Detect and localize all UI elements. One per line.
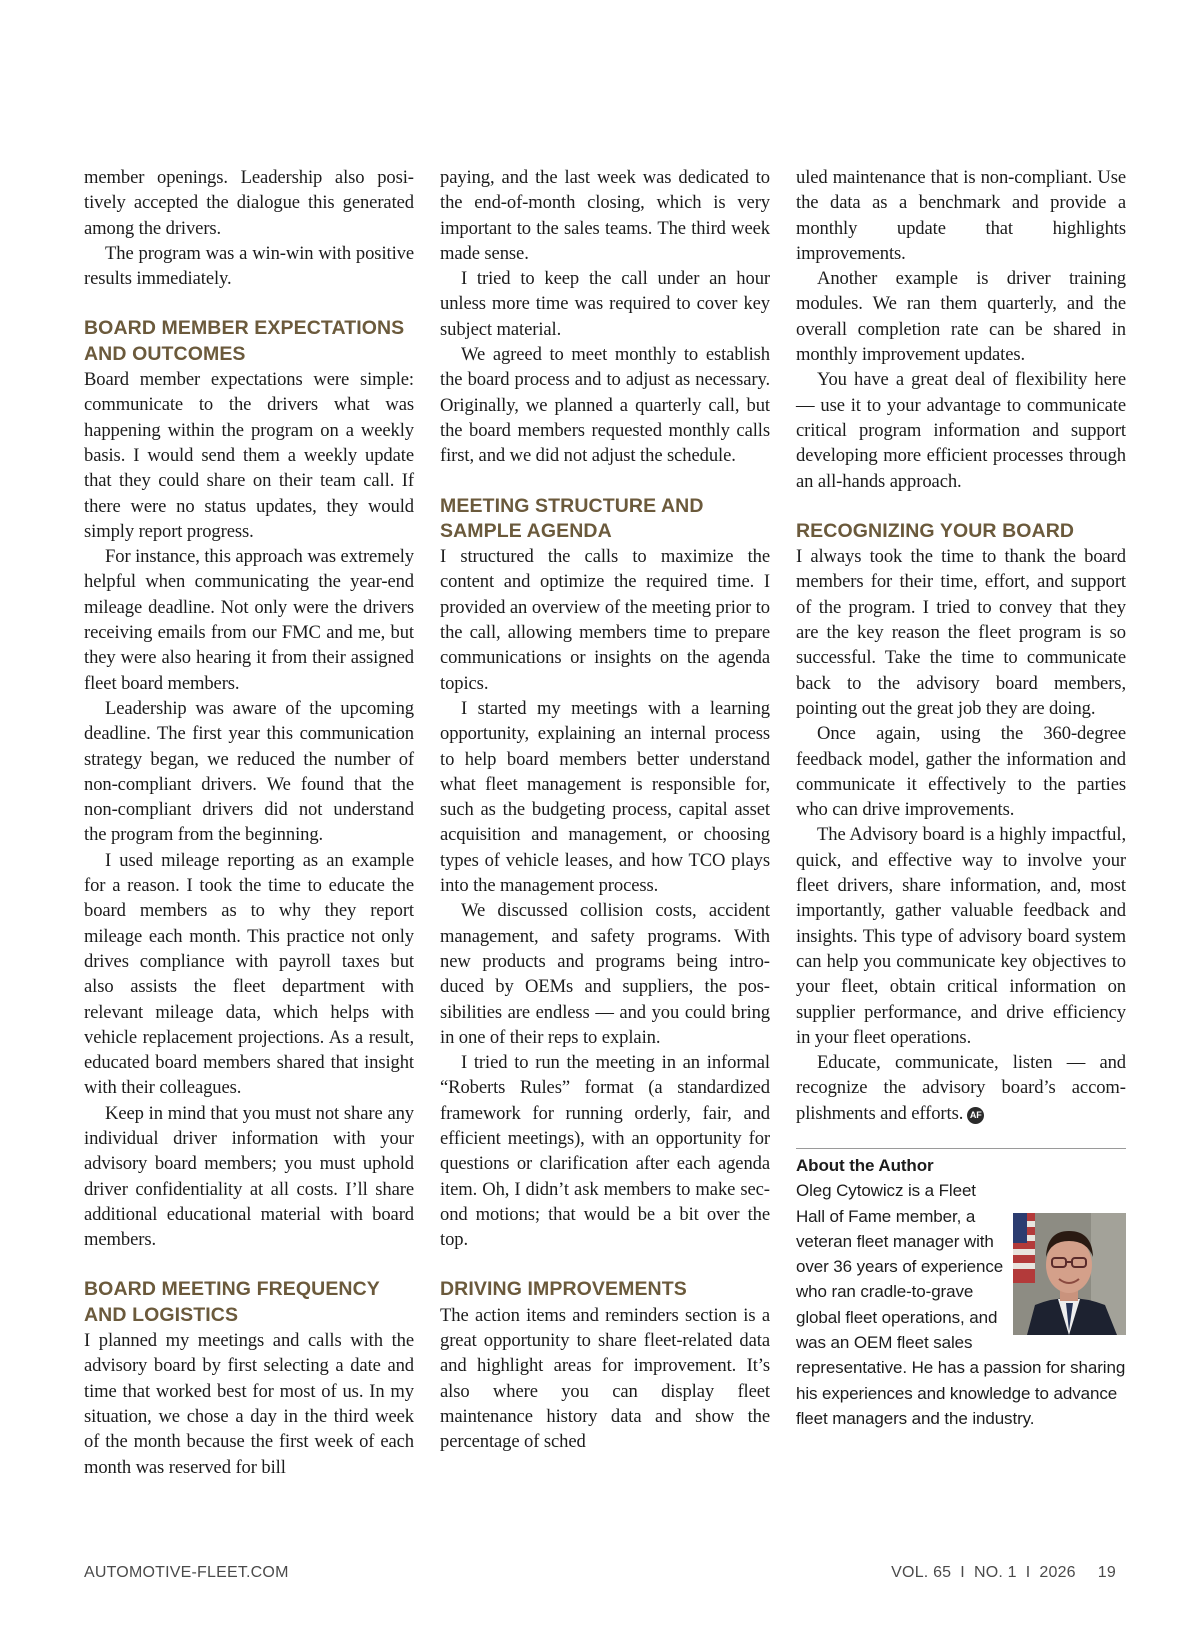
paragraph: Board member expectations were simple: communicate to the drivers what was happening within the program on a weekly basis. I would send them a weekly update that they could share on their team call. If there were no status updates, they would simply report progress. <box>84 369 414 542</box>
paragraph: member openings. Leadership also positively accepted the dialogue this generated among the drivers. <box>84 167 414 239</box>
footer-website: AUTOMOTIVE-FLEET.COM <box>84 1564 289 1581</box>
author-photo <box>1013 1213 1126 1335</box>
paragraph: I structured the calls to maximize the content and optimize the required time. I provided an overview of the meeting prior to the call, allowing members time to prepare communications or insights on the agenda topics. <box>440 546 770 694</box>
article-column-2 <box>440 165 770 1455</box>
paragraph <box>796 1050 1126 1126</box>
page-number: 19 <box>1097 1564 1116 1581</box>
about-the-author <box>796 1148 1126 1431</box>
paragraph: I used mileage reporting as an example for a reason. I took the time to educate the board members as to why they report mileage each month. This practice not only drives compliance with payroll taxes but also assists the fleet department with relevant mileage data, which helps with vehicle replacement projections. As a result, educated board members shared that insight with their colleagues. <box>84 849 414 1099</box>
paragraph: I planned my meetings and calls with the advisory board by first selecting a date and time that worked best for most of us. In my situation, we chose a day in the third week of the month because the first week of each month was reserved for bill <box>84 1330 414 1478</box>
paragraph: I started my meetings with a learning opportunity, explaining an internal process to help board members better understand what fleet management is responsible for, such as the budgeting process, capital asset acquisition and management, or choosing types of vehicle leases, and how TCO plays into the management process. <box>440 697 770 897</box>
section-heading: MEETING STRUCTURE AND SAMPLE AGENDA <box>440 494 704 542</box>
article-column-3 <box>796 165 1126 1431</box>
section-heading: BOARD MEMBER EXPECTATIONS AND OUTCOMES <box>84 317 405 365</box>
paragraph: I always took the time to thank the board members for their time, effort, and support of the program. I tried to convey that they are the key reason the fleet program is so successful. Take the time to communicate back to the advisory board members, pointing out the great job they are doing. <box>796 546 1126 719</box>
closing-paragraph-text: Educate, communicate, listen — and recognize the advisory board’s accomplishments and efforts. <box>796 1052 1126 1124</box>
footer-year: 2026 <box>1039 1564 1076 1581</box>
paragraph: You have a great deal of flexibility here — use it to your advantage to communicate critical program information and support developing more efficient processes through an all-hands approach. <box>796 369 1126 492</box>
footer-issue: NO. 1 <box>973 1564 1017 1581</box>
section-heading: RECOGNIZING YOUR BOARD <box>796 519 1075 542</box>
paragraph: We discussed collision costs, accident management, and safety programs. With new products and programs being introduced by OEMs and suppliers, the possibilities are endless — and you could bring in one of their reps to explain. <box>440 900 770 1048</box>
footer-separator: I <box>1025 1564 1031 1581</box>
paragraph: uled maintenance that is non-compliant. Use the data as a benchmark and provide a monthly update that highlights improvements. <box>796 167 1126 264</box>
author-box-title: About the Author <box>796 1155 934 1175</box>
author-bio: Oleg Cytowicz is a Fleet Hall of Fame member, a veteran fleet manager with over 36 years of experience who ran cradle-to-grave global fleet operations, and was an OEM fleet sales representative. He has a passion for sharing his experiences and knowledge to advance fleet managers and the industry. <box>796 1181 1126 1428</box>
paragraph: For instance, this approach was extremely helpful when communicating the year-end mileage deadline. Not only were the drivers receiving emails from our FMC and me, but they were also hearing it from their assigned fleet board members. <box>84 546 414 694</box>
section-heading: DRIVING IMPROVEMENTS <box>440 1278 687 1301</box>
footer-volume: VOL. 65 <box>891 1564 952 1581</box>
section-heading: BOARD MEETING FREQUENCY AND LOGISTICS <box>84 1278 380 1326</box>
paragraph: The Advisory board is a highly impactful, quick, and effective way to involve your fleet drivers, share information, and, most importantly, gather valuable feedback and insights. This type of advisory board system can help you communicate key objectives to your fleet, obtain critical information on supplier performance, and drive efficiency in your fleet operations. <box>796 824 1126 1048</box>
paragraph: Leadership was aware of the upcoming deadline. The first year this communication strategy began, we reduced the number of non-compliant drivers. We found that the non-compliant drivers did not understand the program from the beginning. <box>84 697 414 846</box>
author-portrait-image <box>1013 1213 1126 1335</box>
footer-issue-info <box>891 1564 1116 1582</box>
paragraph: I tried to run the meeting in an informal “Roberts Rules” format (a standardized framework for running orderly, fair, and efficient meetings), with an opportunity for questions or clarification after each agenda item. Oh, I didn’t ask members to make second motions; that would be a bit over the top. <box>440 1052 770 1251</box>
paragraph: Another example is driver training modules. We ran them quarterly, and the overall completion rate can be shared in monthly improvement updates. <box>796 268 1126 366</box>
paragraph: The action items and reminders section is a great opportunity to share fleet-related data and highlight areas for improvement. It’s also where you can display fleet maintenance history data and show the percentage of sched <box>440 1304 770 1453</box>
paragraph: We agreed to meet monthly to establish the board process and to adjust as necessary. Originally, we planned a quarterly call, but the board members requested monthly calls first, and we did not adjust the schedule. <box>440 344 770 467</box>
end-of-article-icon: AF <box>967 1107 984 1124</box>
footer-separator: I <box>960 1564 965 1581</box>
paragraph: The program was a win-win with positive results immediately. <box>84 242 414 290</box>
article-column-1 <box>84 165 414 1480</box>
paragraph: Once again, using the 360-degree feedback model, gather the information and communicate it effectively to the parties who can drive improvements. <box>796 723 1126 821</box>
paragraph: paying, and the last week was dedicated to the end-of-month closing, which is very important to the sales teams. The third week made sense. <box>440 167 770 264</box>
paragraph: Keep in mind that you must not share any individual driver information with your advisory board members; you must uphold driver confidentiality at all costs. I’ll share additional educational material with board members. <box>84 1102 414 1251</box>
paragraph: I tried to keep the call under an hour unless more time was required to cover key subject material. <box>440 268 770 340</box>
